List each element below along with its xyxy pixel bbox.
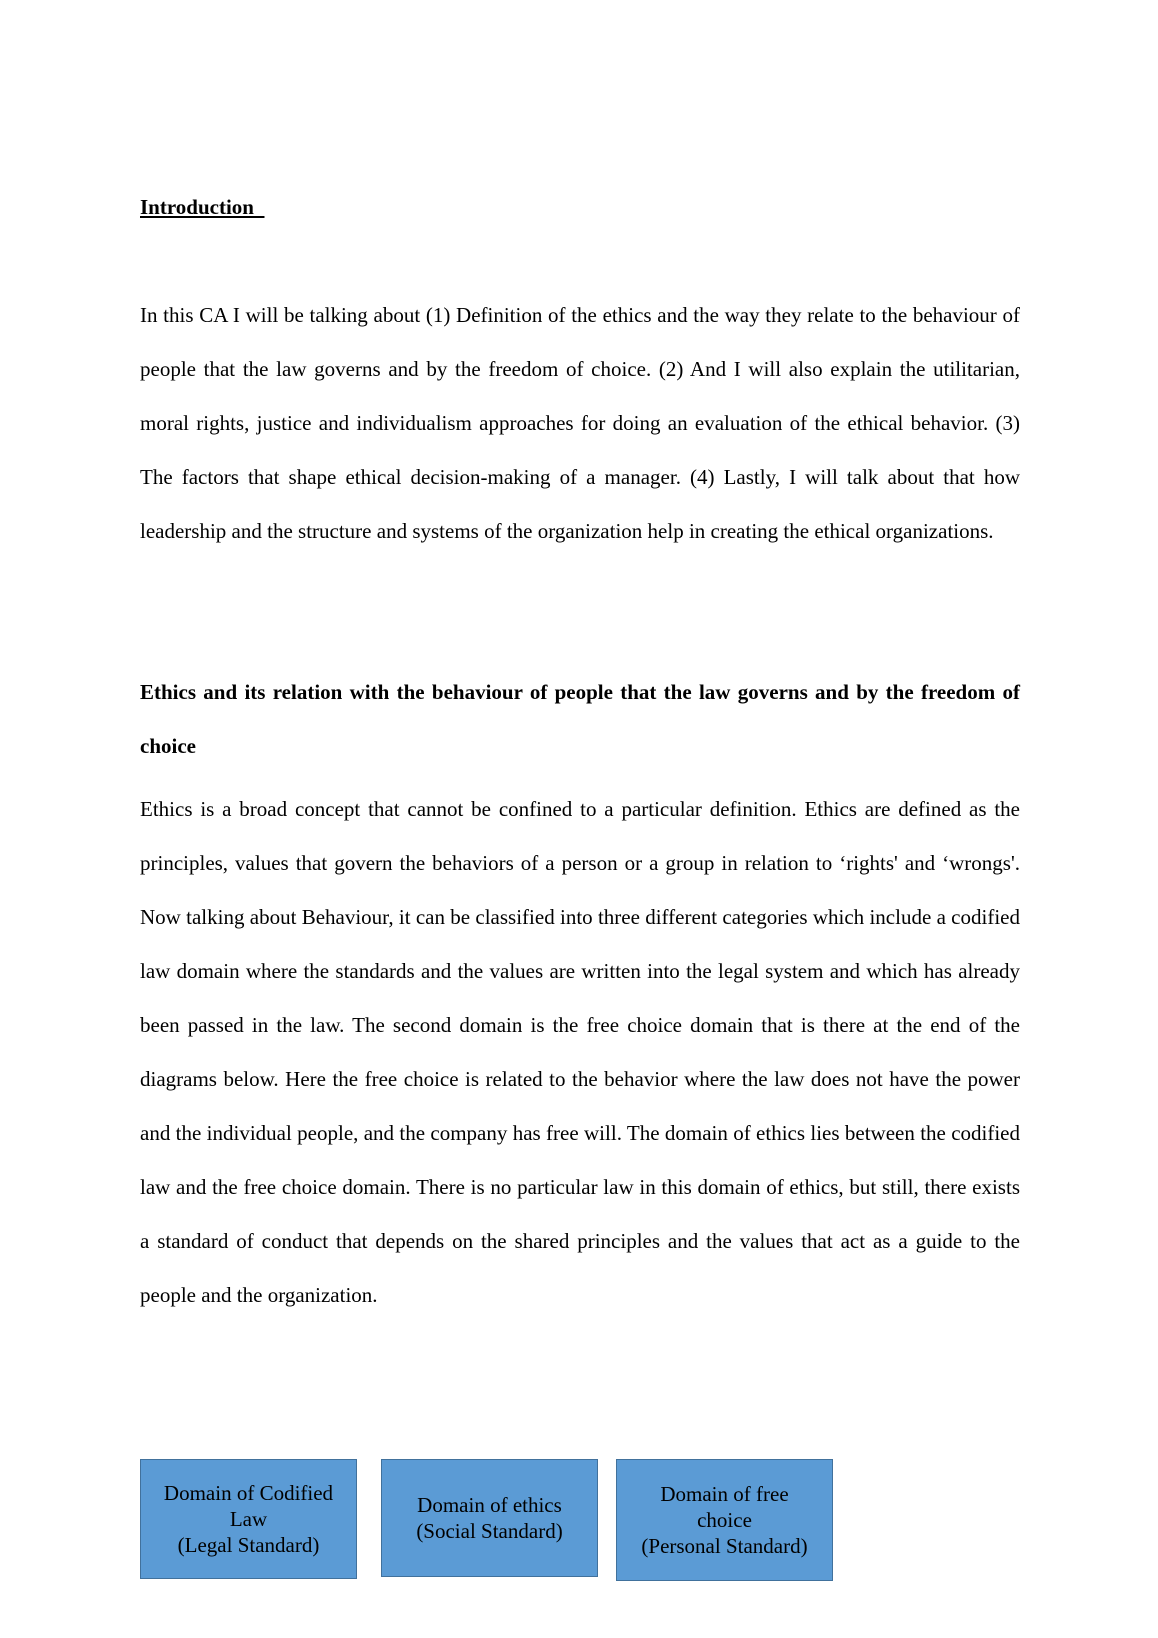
box-line: Domain of free: [660, 1482, 789, 1506]
box-line: (Personal Standard): [641, 1534, 808, 1558]
box-line: choice: [697, 1508, 752, 1532]
box-line: (Legal Standard): [177, 1533, 320, 1557]
introduction-heading: Introduction: [140, 195, 265, 219]
box-line: Domain of Codified: [163, 1481, 334, 1505]
box-line: Domain of ethics: [417, 1493, 562, 1517]
domain-ethics-box: [381, 1459, 598, 1577]
domain-free-choice-box: [616, 1459, 833, 1581]
introduction-paragraph: In this CA I will be talking about (1) Definition of the ethics and the way they relate to the behaviour of people that the law governs and by the freedom of choice. (2) And I will also explain the utilitarian, moral rights, justice and individualism approaches for doing an evaluation of the ethical behavior. (3) The factors that shape ethical decision-making of a manager. (4) Lastly, I will talk about that how leadership and the structure and systems of the organization help in creating the ethical organizations.: [140, 303, 1020, 543]
domain-codified-law-box: [140, 1459, 357, 1579]
ethics-section-heading: Ethics and its relation with the behaviour of people that the law governs and by the freedom of choice: [140, 680, 1020, 758]
box-line: (Social Standard): [416, 1519, 563, 1543]
ethics-section-paragraph: Ethics is a broad concept that cannot be confined to a particular definition. Ethics are defined as the principles, values that govern the behaviors of a person or a group in relation to ‘rights' and ‘wrongs'. Now talking about Behaviour, it can be classified into three different categories which include a codified law domain where the standards and the values are written into the legal system and which has already been passed in the law. The second domain is the free choice domain that is there at the end of the diagrams below. Here the free choice is related to the behavior where the law does not have the power and the individual people, and the company has free will. The domain of ethics lies between the codified law and the free choice domain. There is no particular law in this domain of ethics, but still, there exists a standard of conduct that depends on the shared principles and the values that act as a guide to the people and the organization.: [140, 797, 1020, 1307]
box-line: Law: [229, 1507, 268, 1531]
